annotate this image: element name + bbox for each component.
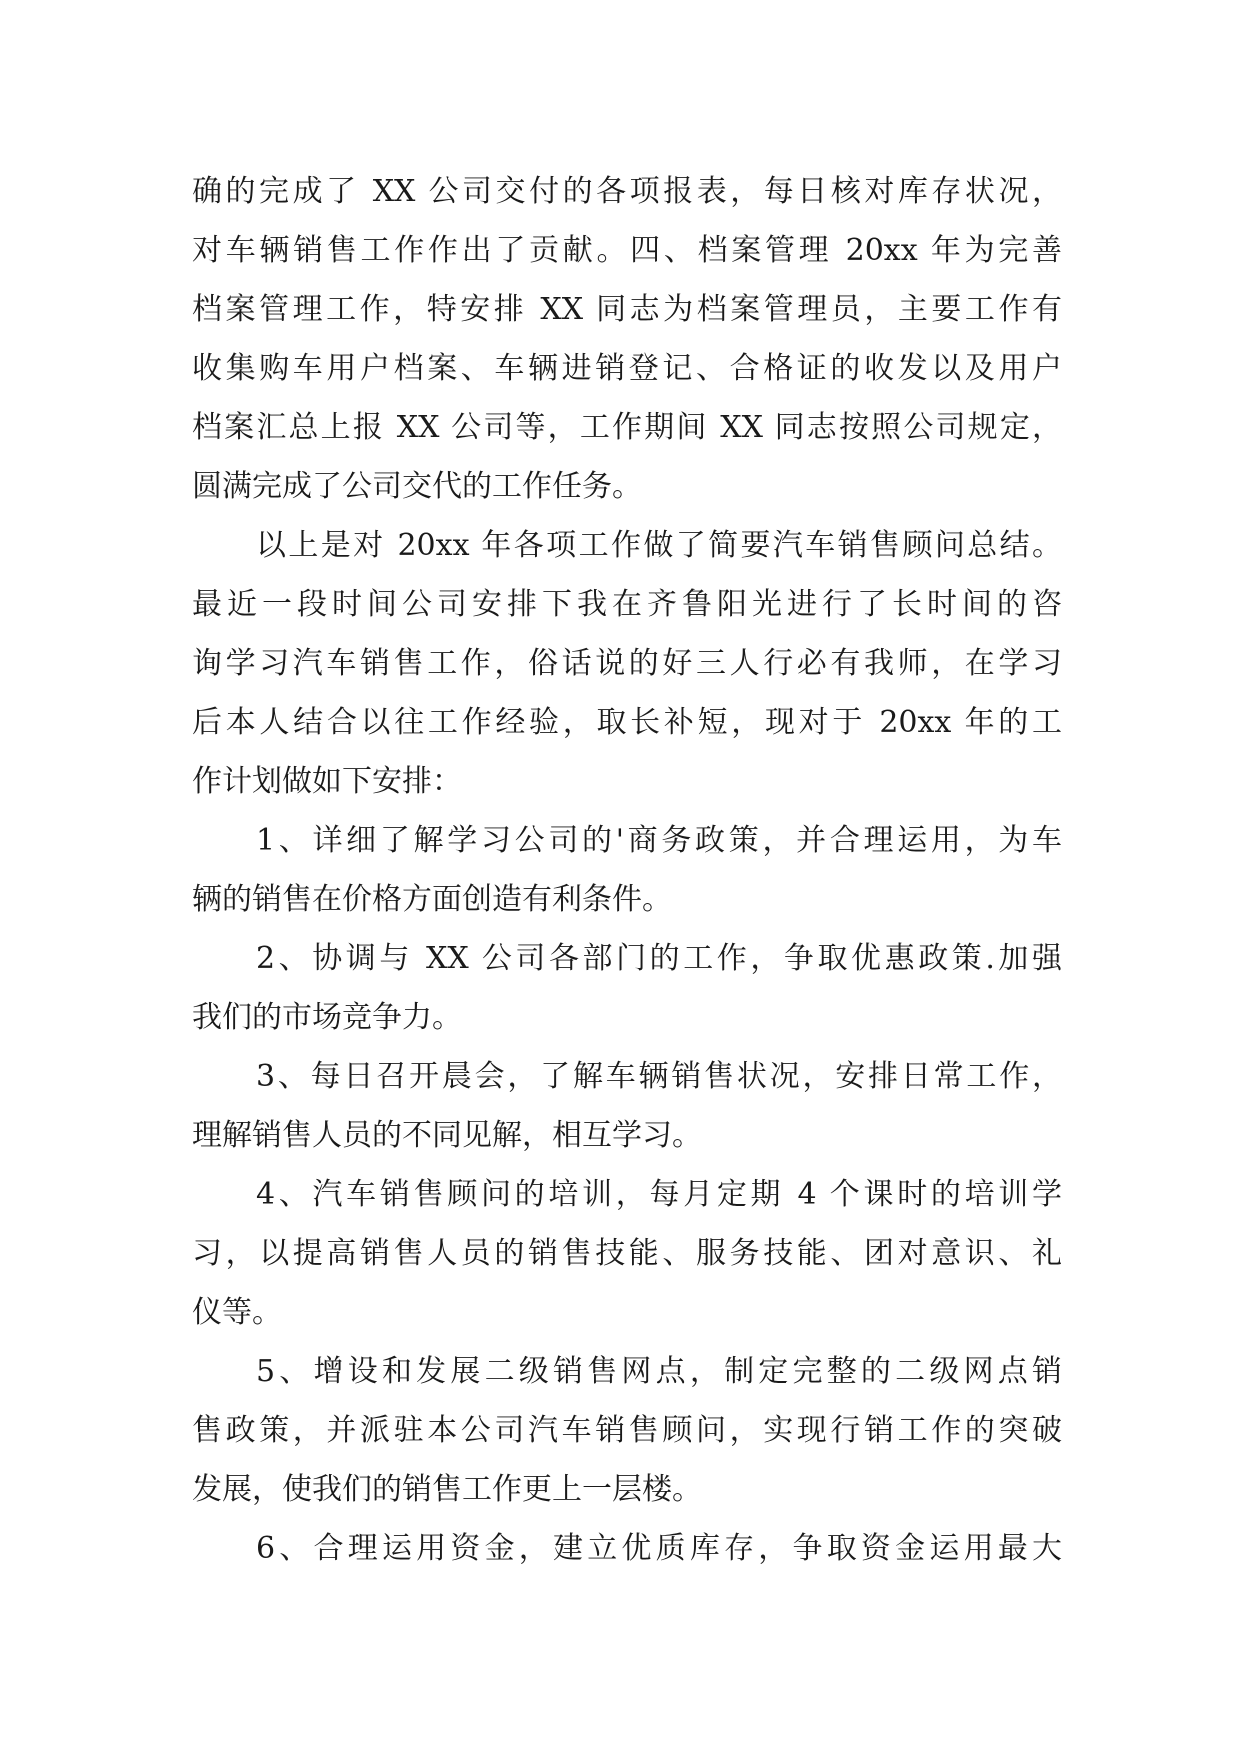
text-line-11: 作计划做如下安排： [192, 764, 462, 799]
text-line-8: 最近一段时间公司安排下我在齐鲁阳光进行了长时间的咨 [192, 587, 1062, 622]
text-line-24: 6、合理运用资金，建立优质库存，争取资金运用最大 [256, 1531, 1062, 1566]
text-line-18: 4、汽车销售顾问的培训，每月定期 4 个课时的培训学 [256, 1177, 1062, 1212]
text-line-22: 售政策，并派驻本公司汽车销售顾问，实现行销工作的突破 [192, 1413, 1062, 1448]
text-line-16: 3、每日召开晨会，了解车辆销售状况，安排日常工作， [256, 1059, 1062, 1094]
text-line-20: 仪等。 [192, 1295, 282, 1330]
text-line-17: 理解销售人员的不同见解，相互学习。 [192, 1118, 702, 1153]
text-line-15: 我们的市场竞争力。 [192, 1000, 462, 1035]
text-line-14: 2、协调与 XX 公司各部门的工作，争取优惠政策.加强 [256, 941, 1062, 976]
text-line-9: 询学习汽车销售工作，俗话说的好三人行必有我师，在学习 [192, 646, 1062, 681]
text-line-5: 档案汇总上报 XX 公司等，工作期间 XX 同志按照公司规定， [192, 410, 1062, 445]
text-line-7: 以上是对 20xx 年各项工作做了简要汽车销售顾问总结。 [256, 528, 1062, 563]
text-line-1: 确的完成了 XX 公司交付的各项报表，每日核对库存状况， [192, 174, 1062, 209]
text-line-21: 5、增设和发展二级销售网点，制定完整的二级网点销 [256, 1354, 1062, 1389]
text-line-12: 1、详细了解学习公司的'商务政策，并合理运用，为车 [256, 823, 1062, 858]
text-line-10: 后本人结合以往工作经验，取长补短，现对于 20xx 年的工 [192, 705, 1062, 740]
text-line-6: 圆满完成了公司交代的工作任务。 [192, 469, 642, 504]
text-line-4: 收集购车用户档案、车辆进销登记、合格证的收发以及用户 [192, 351, 1062, 386]
text-line-19: 习，以提高销售人员的销售技能、服务技能、团对意识、礼 [192, 1236, 1062, 1271]
body-text [192, 162, 1062, 1578]
text-line-2: 对车辆销售工作作出了贡献。四、档案管理 20xx 年为完善 [192, 233, 1062, 268]
text-line-13: 辆的销售在价格方面创造有利条件。 [192, 882, 672, 917]
text-line-3: 档案管理工作，特安排 XX 同志为档案管理员，主要工作有 [192, 292, 1062, 327]
text-line-23: 发展，使我们的销售工作更上一层楼。 [192, 1472, 702, 1507]
